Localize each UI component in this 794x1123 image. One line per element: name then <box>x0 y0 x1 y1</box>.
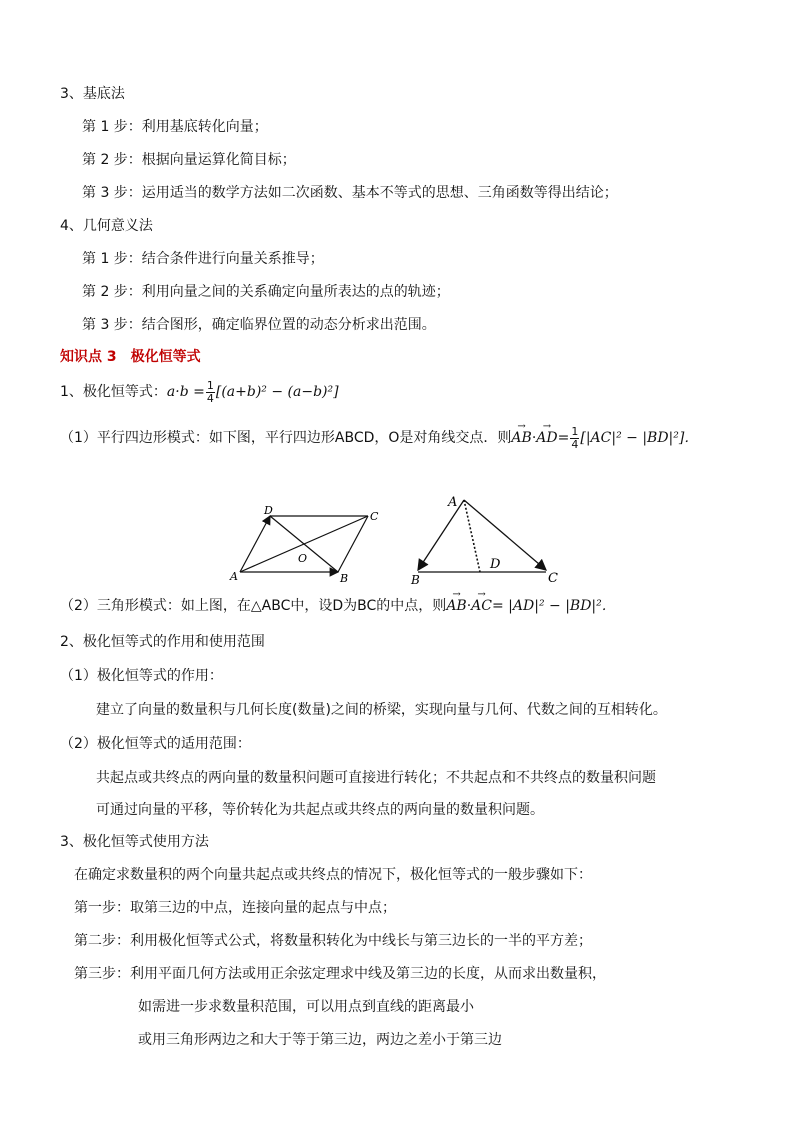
identity-formula <box>60 378 339 406</box>
method-intro: 在确定求数量积的两个向量共起点或共终点的情况下，极化恒等式的一般步骤如下： <box>74 867 592 883</box>
knowledge-point-heading: 知识点 3 极化恒等式 <box>60 349 201 365</box>
label-c: C <box>370 510 379 523</box>
label-a: A <box>230 570 238 583</box>
label-b: B <box>340 572 349 585</box>
geometric-step-1: 第 1 步：结合条件进行向量关系推导； <box>82 251 324 267</box>
method-step-2: 第二步：利用极化恒等式公式，将数量积转化为中线长与第三边长的一半的平方差； <box>74 933 592 949</box>
label-a: A <box>448 495 458 510</box>
scope-text-2: 可通过向量的平移，等价转化为共起点或共终点的两向量的数量积问题。 <box>96 802 544 818</box>
basis-step-1: 第 1 步：利用基底转化向量； <box>82 119 268 135</box>
method-step-1: 第一步：取第三边的中点，连接向量的起点与中点； <box>74 900 396 916</box>
triangle-diagram <box>408 488 568 588</box>
basis-step-3: 第 3 步：运用适当的数学方法如二次函数、基本不等式的思想、三角函数等得出结论； <box>82 185 618 201</box>
section-title-basis: 3、基底法 <box>60 86 125 102</box>
equals-sign: = <box>557 430 570 446</box>
edge-cb <box>338 516 368 572</box>
parallelogram-text: （1）平行四边形模式：如下图，平行四边形ABCD，O是对角线交点．则 <box>60 430 512 446</box>
parallelogram-diagram <box>228 500 388 590</box>
vector-ab-arrow <box>418 500 464 570</box>
label-d: D <box>264 504 273 517</box>
method-step-3-cont-1: 如需进一步求数量积范围，可以用点到直线的距离最小 <box>138 999 474 1015</box>
vector-ac: → AC <box>471 594 492 618</box>
label-c: C <box>548 571 558 586</box>
scope-subtitle: （2）极化恒等式的适用范围： <box>60 736 251 752</box>
dot-operator: · <box>466 598 472 614</box>
triangle-rhs: = |AD|² − |BD|²． <box>492 598 616 614</box>
identity-label: 1、极化恒等式： <box>60 384 167 400</box>
dot-operator: · <box>531 430 537 446</box>
label-b: B <box>411 573 420 587</box>
vector-ad: → AD <box>536 424 557 452</box>
triangle-mode <box>60 594 616 618</box>
role-subtitle: （1）极化恒等式的作用： <box>60 668 223 684</box>
parallelogram-mode <box>60 424 698 452</box>
parallelogram-rhs: [|AC|² − |BD|²]． <box>580 430 699 446</box>
scope-text-1: 共起点或共终点的两向量的数量积问题可直接进行转化；不共起点和不共终点的数量积问题 <box>96 770 656 786</box>
vector-ac-arrow <box>464 500 546 570</box>
section-title-role: 2、极化恒等式的作用和使用范围 <box>60 634 265 650</box>
method-step-3-cont-2: 或用三角形两边之和大于等于第三边，两边之差小于第三边 <box>138 1032 502 1048</box>
method-step-3: 第三步：利用平面几何方法或用正余弦定理求中线及第三边的长度，从而求出数量积， <box>74 966 606 982</box>
basis-step-2: 第 2 步：根据向量运算化简目标； <box>82 152 296 168</box>
edge-ad <box>240 516 270 572</box>
role-text: 建立了向量的数量积与几何长度(数量)之间的桥梁，实现向量与几何、代数之间的互相转化。 <box>96 702 667 718</box>
geometric-step-2: 第 2 步：利用向量之间的关系确定向量所表达的点的轨迹； <box>82 284 450 300</box>
identity-bracket: [(a+b)² − (a−b)²] <box>215 384 339 400</box>
section-title-method: 3、极化恒等式使用方法 <box>60 834 209 850</box>
label-d: D <box>490 557 501 572</box>
parallelogram-coef: $\frac{1}{4}$ <box>571 424 579 451</box>
vector-ab: → AB <box>446 594 466 618</box>
geometric-step-3: 第 3 步：结合图形，确定临界位置的动态分析求出范围。 <box>82 317 436 333</box>
identity-coef: $\frac{1}{4}$ <box>206 378 214 405</box>
triangle-text: （2）三角形模式：如上图，在△ABC中，设D为BC的中点，则 <box>60 598 447 614</box>
section-title-geometric: 4、几何意义法 <box>60 218 153 234</box>
vector-ab: → AB <box>511 424 531 452</box>
identity-lhs: a·b = <box>166 384 205 400</box>
label-o: O <box>298 552 308 565</box>
